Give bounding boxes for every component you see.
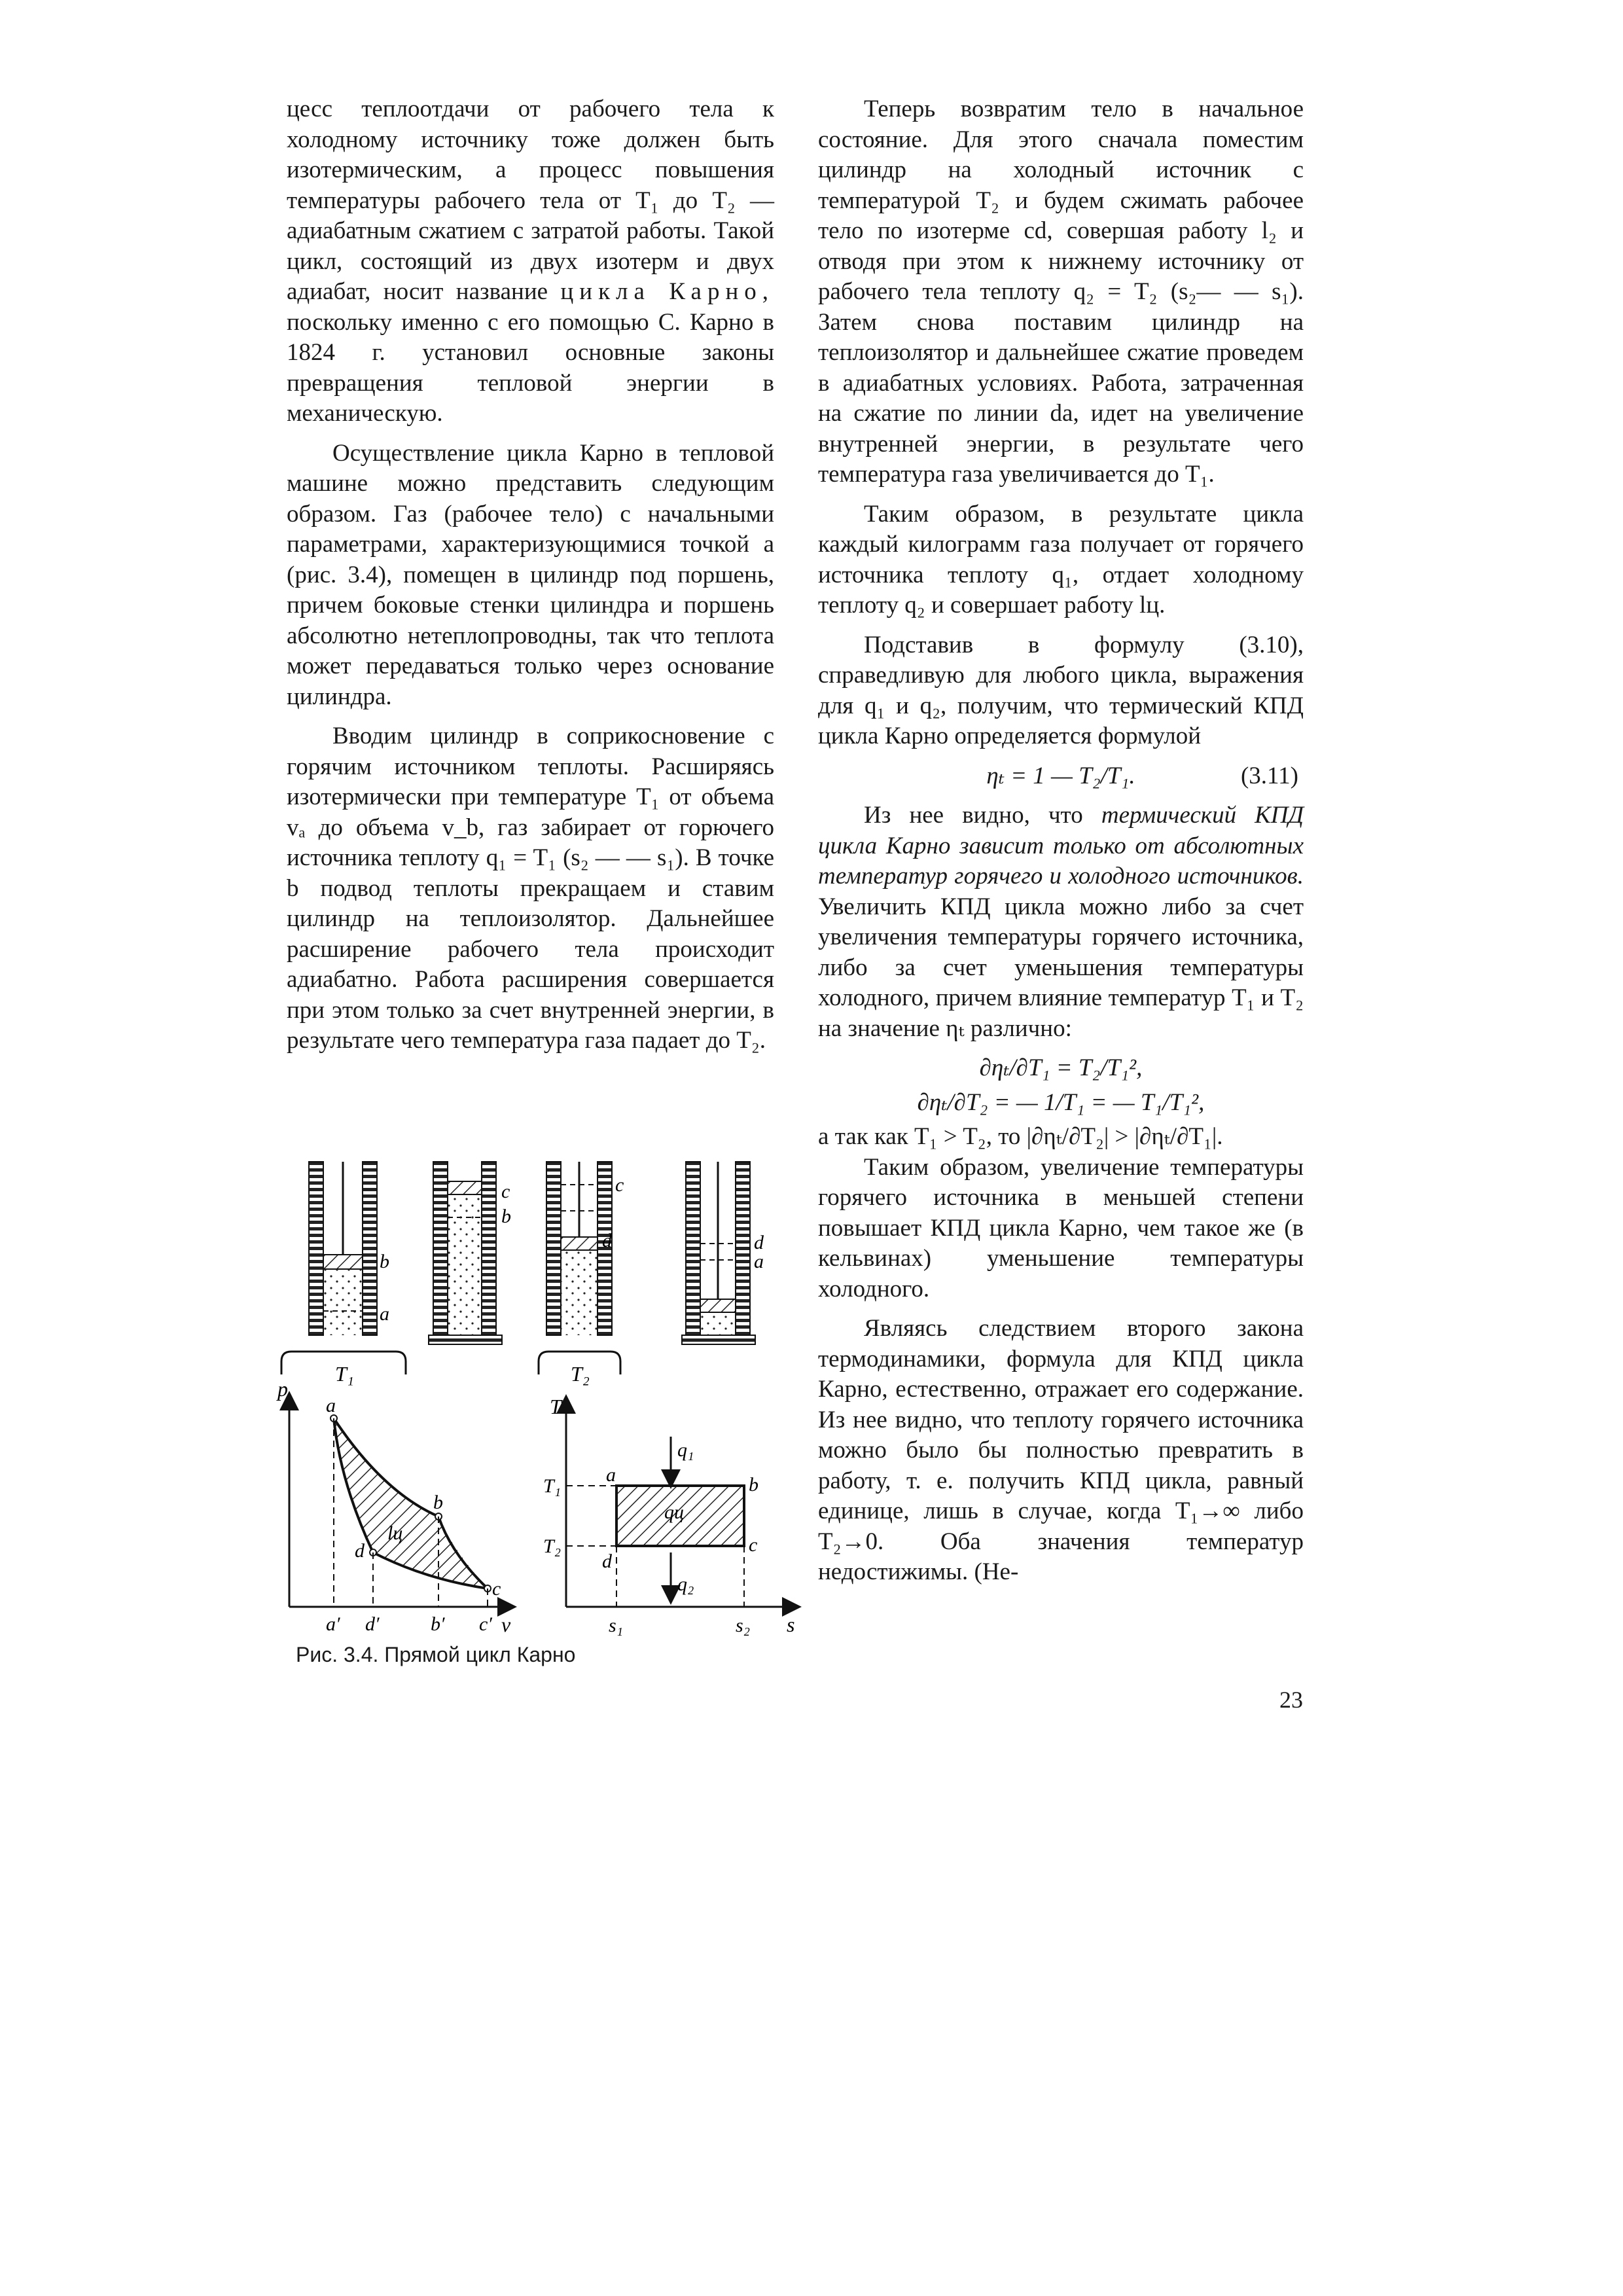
ts-net-heat: qц [664, 1501, 684, 1523]
figure-caption: Рис. 3.4. Прямой цикл Карно [296, 1643, 576, 1666]
right-paragraph-3: Подставив в формулу (3.10), справедливую для любого цикла, выражения для q₁ и q₂, получим, что термический КПД цикла Карно определяется формулой [818, 631, 1304, 749]
ts-diagram [543, 1395, 794, 1636]
ts-tick-s1: s₁ [609, 1615, 624, 1636]
right-paragraph-2: Таким образом, в результате цикла каждый килограмм газа получает от горячего источника теплоту q₁, отдает холодному теплоту q₂ и совершает работу lц. [818, 500, 1304, 619]
cyl1-label-b: b [380, 1251, 389, 1272]
cyl3-label-c: c [615, 1174, 624, 1196]
pv-axis-p: p [277, 1377, 288, 1401]
cyl2-label-b: b [501, 1206, 511, 1227]
formula-derivative-2: ∂ηₜ/∂T₂ = — 1/T₁ = — T₁/T₁², [917, 1088, 1205, 1116]
formula-derivative-1: ∂ηₜ/∂T₁ = T₂/T₁², [979, 1054, 1143, 1081]
cyl4-label-d: d [754, 1232, 764, 1253]
pv-tick-c: c′ [479, 1613, 492, 1635]
cylinder-2 [429, 1162, 511, 1344]
hot-source-label: T₁ [335, 1362, 354, 1386]
ts-tick-s2: s₂ [736, 1615, 751, 1636]
pv-tick-a: a′ [326, 1613, 340, 1635]
cylinder-1 [281, 1162, 406, 1386]
cyl4-label-a: a [754, 1251, 764, 1272]
cyl2-label-c: c [501, 1181, 510, 1202]
formula-3-11: ηₜ = 1 — T₂/T₁. (3.11) [818, 761, 1304, 792]
ts-tick-T2: T₂ [543, 1535, 562, 1557]
cylinder-3 [539, 1162, 624, 1386]
ts-point-c: c [749, 1534, 758, 1556]
ts-point-a: a [606, 1464, 616, 1486]
right-paragraph-4: Из нее видно, что термический КПД цикла Карно зависит только от абсолютных температур горячего и холодного источников. Увеличить КПД цикла можно либо за счет увеличения температуры горячего источника, либо за счет уменьшения температуры холодного, причем влияние температур T₁ и T₂ на значение ηₜ различно: [818, 802, 1304, 1042]
pv-point-c: c [492, 1578, 501, 1600]
pv-tick-b: b′ [431, 1613, 445, 1635]
pv-point-a: a [326, 1395, 336, 1416]
cold-source-label: T₂ [571, 1362, 590, 1386]
left-paragraph-2: Осуществление цикла Карно в тепловой машине можно представить следующим образом. Газ (рабочее тело) с начальными параметрами, характеризующимися точкой a (рис. 3.4), помещен в цилиндр под поршень, причем боковые стенки цилиндра и поршень абсолютно нетеплопроводны, так что теплота может передаваться только через основание цилиндра. [287, 439, 774, 710]
ts-axis-T: T [550, 1395, 562, 1418]
right-column [818, 94, 1304, 1588]
cyl1-label-a: a [380, 1303, 389, 1325]
pv-axis-v: v [501, 1613, 511, 1636]
ts-heat-in: q₁ [677, 1439, 694, 1461]
ts-point-d: d [602, 1551, 612, 1572]
figure-3-4 [277, 1155, 818, 1653]
pv-point-d: d [355, 1540, 365, 1562]
cycle-name: цикла Карно, [560, 278, 775, 305]
ts-tick-T1: T₁ [543, 1475, 562, 1497]
pv-tick-d: d′ [365, 1613, 380, 1635]
pv-work-label: lц [387, 1522, 403, 1544]
right-paragraph-5: а так как T₁ > T₂, то |∂ηₜ/∂T₂| > |∂ηₜ/∂T₁|. [818, 1123, 1223, 1150]
carnot-figure [277, 1155, 818, 1653]
right-paragraph-1: Теперь возвратим тело в начальное состояние. Для этого сначала поместим цилиндр на холодный источник с температурой T₂ и будем сжимать рабочее тело по изотерме cd, совершая работу l₂ и отводя при этом к нижнему источнику от рабочего тела теплоту q₂ = T₂ (s₂— — s₁). Затем снова поставим цилиндр на теплоизолятор и дальнейшее сжатие проведем в адиабатных условиях. Работа, затраченная на сжатие по линии da, идет на увеличение внутренней энергии, в результате чего температура газа увеличивается до T₁. [818, 96, 1304, 488]
page-number: 23 [1279, 1687, 1303, 1713]
left-paragraph-3: Вводим цилиндр в соприкосновение с горячим источником теплоты. Расширяясь изотермически при температуре T₁ от объема vₐ до объема v_b, газ забирает от горючего источника теплоту q₁ = T₁ (s₂ — — s₁). В точке b подвод теплоты прекращаем и ставим цилиндр на теплоизолятор. Дальнейшее расширение рабочего тела происходит адиабатно. Работа расширения совершается при этом только за счет внутренней энергии, в результате чего температура газа падает до T₂. [287, 723, 774, 1054]
right-paragraph-7: Являясь следствием второго закона термодинамики, формула для КПД цикла Карно, естественно, отражает его содержание. Из нее видно, что теплоту горячего источника можно было бы полностью превратить в работу, т. е. получить КПД цикла, равный единице, лишь в случае, когда T₁→∞ либо T₂→0. Оба значения температур недостижимы. (Не- [818, 1315, 1304, 1585]
ts-point-b: b [749, 1474, 758, 1496]
right-paragraph-6: Таким образом, увеличение температуры горячего источника в меньшей степени повышает КПД цикла Карно, чем такое же (в кельвинах) уменьшение температуры холодного. [818, 1153, 1304, 1302]
cyl3-label-d: d [602, 1230, 612, 1251]
equation-number: (3.11) [1240, 762, 1298, 789]
left-column [287, 94, 774, 1056]
cylinder-4 [682, 1162, 764, 1344]
ts-axis-s: s [787, 1613, 795, 1636]
pv-point-b: b [433, 1492, 443, 1513]
left-paragraph-1: цесс теплоотдачи от рабочего тела к холодному источнику тоже должен быть изотермическим, а процесс повышения температуры рабочего тела от T₁ до T₂ — адиабатным сжатием с затратой работы. Такой цикл, состоящий из двух изотерм и двух адиабат, носит название цикла Карно, поскольку именно с его помощью С. Карно в 1824 г. установил основные законы превращения тепловой энергии в механическую. [287, 96, 775, 427]
pv-diagram [276, 1377, 511, 1636]
ts-heat-out: q₂ [677, 1573, 694, 1595]
